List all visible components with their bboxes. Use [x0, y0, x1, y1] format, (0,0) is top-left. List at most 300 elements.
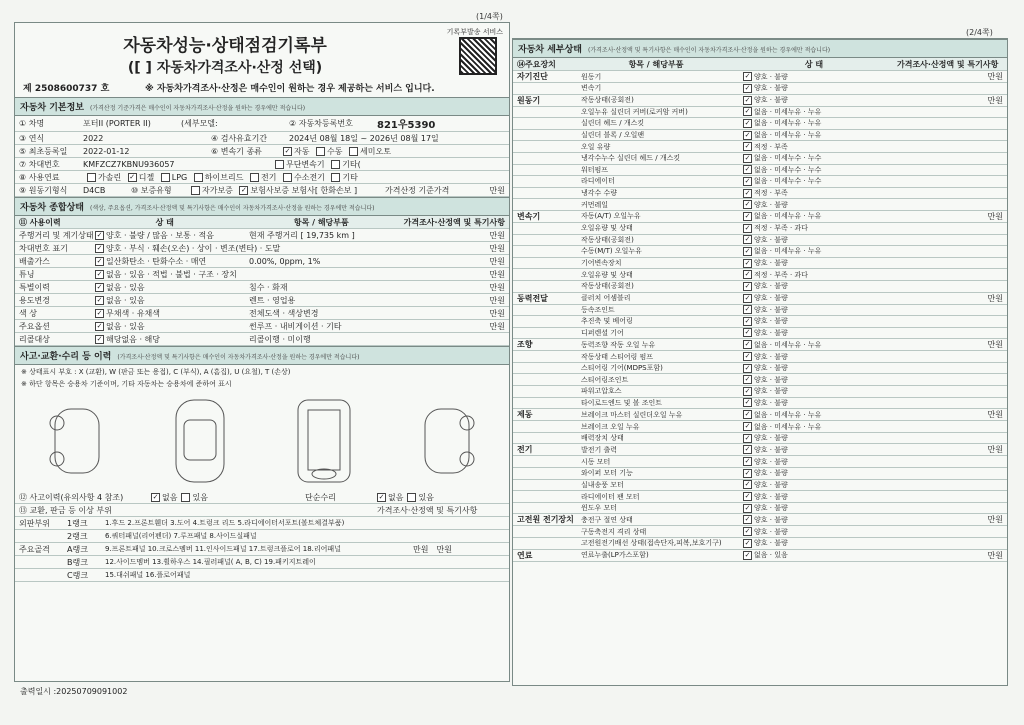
first-reg-row [15, 145, 509, 158]
transmission-cvt-checkbox[interactable] [275, 160, 284, 169]
device-group: 동력전달 [517, 293, 548, 303]
status-text: 없음 · 있음 [754, 551, 788, 560]
detail-status [735, 316, 893, 326]
detail-status [735, 72, 893, 82]
detail-row [513, 409, 1007, 421]
status-checkbox[interactable]: ✓ [744, 200, 751, 209]
rank-label: B랭크 [67, 557, 88, 567]
detail-row [513, 444, 1007, 456]
status-text: 양호 · 부식 · 훼손(오손) · 상이 · 변조(변타) · 도말 [106, 243, 281, 253]
accident-none-checkbox[interactable]: ✓ [152, 492, 159, 501]
status-checkbox[interactable]: ✓ [744, 340, 751, 349]
exchange-value-header: 가격조사·산정액 및 특기사항 [377, 505, 478, 515]
detail-item: 오일유량 및 상태 [581, 270, 633, 279]
status-text: 양호 · 불량 [754, 317, 788, 326]
detail-row [513, 83, 1007, 95]
status-checkbox[interactable]: ✓ [744, 293, 751, 302]
section-note: (가격산정 기준가격은 매수인이 자동차가격조사·산정을 원하는 경우에만 적습니다) [90, 105, 306, 112]
car-frame-icon [284, 396, 364, 486]
first-reg-value: 2022-01-12 [83, 146, 130, 156]
detail-row [513, 538, 1007, 550]
detail-row [513, 293, 1007, 305]
status-checkbox[interactable]: ✓ [744, 72, 751, 80]
detail-row [513, 153, 1007, 165]
summary-item: 렌트 · 영업용 [249, 295, 296, 305]
detail-item: 실린더 블록 / 오일팬 [581, 131, 645, 140]
status-checkbox[interactable]: ✓ [744, 527, 751, 536]
rank-items: 15.대쉬패널 16.플로어패널 [105, 571, 191, 579]
section-note: (색상, 주요옵션, 가격조사·산정액 및 특기사항은 매수인이 자동차가격조사·산정을 원하는 경우에만 적습니다) [90, 205, 375, 212]
status-text: 없음 · 있음 [106, 282, 145, 292]
document-number: 제 2508600737 호 [23, 84, 110, 94]
status-text: 없음 · 미세누유 · 누유 [754, 410, 822, 419]
status-checkbox[interactable]: ✓ [96, 282, 103, 291]
detail-status [735, 200, 893, 210]
qr-code-icon[interactable] [459, 37, 497, 75]
status-checkbox[interactable]: ✓ [744, 246, 751, 255]
page-subtitle: ([ ] 자동차가격조사·산정 선택) [127, 60, 323, 76]
status-checkbox[interactable]: ✓ [744, 538, 751, 547]
c-rank-row [15, 569, 509, 582]
status-checkbox[interactable]: ✓ [744, 223, 751, 232]
option-label: 보험사보증 보험사[ 한화손보 ] [250, 185, 358, 195]
warranty-label: ⑩ 보증유형 [131, 185, 172, 195]
basic-info-section [15, 97, 509, 116]
detail-row [513, 95, 1007, 107]
detail-status [735, 457, 893, 467]
simple-repair-label: 단순수리 [305, 492, 336, 502]
fuel-options [79, 172, 362, 183]
summary-status [87, 308, 245, 319]
status-checkbox[interactable]: ✓ [744, 445, 751, 454]
model-label: ① 차명 [19, 119, 45, 128]
summary-item: 현재 주행거리 [ 19,735 km ] [249, 230, 355, 240]
detail-status [735, 468, 893, 478]
detail-row [513, 235, 1007, 247]
detail-item: 파워고압호스 [581, 387, 622, 396]
status-checkbox[interactable]: ✓ [744, 398, 751, 407]
detail-status [735, 515, 893, 525]
detail-item: 동력조향 작동 오일 누유 [581, 340, 656, 349]
summary-item: 전체도색 · 색상변경 [249, 308, 319, 318]
detail-item: 오일 유량 [581, 142, 611, 151]
status-text: 없음 · 미세누유 · 누유 [754, 119, 822, 128]
section-title: 자동차 기본정보 [20, 103, 84, 113]
device-group: 원동기 [517, 95, 541, 105]
device-value: 만원 [987, 410, 1003, 420]
device-group: 제동 [517, 410, 533, 420]
status-checkbox[interactable]: ✓ [744, 328, 751, 337]
page-number: (2/4쪽) [966, 28, 993, 37]
status-text: 양호 · 불량 [754, 469, 788, 478]
status-text: 양호 · 불량 [754, 294, 788, 302]
rank-label: C랭크 [67, 570, 89, 580]
summary-value: 만원 [489, 295, 505, 305]
status-text: 없음 · 미세누유 · 누유 [754, 131, 822, 140]
car-top-view-icon [160, 396, 240, 486]
detail-item: 변속기 [581, 84, 602, 93]
status-text: 양호 · 불량 [754, 434, 788, 443]
price-value: 만원 [436, 544, 452, 554]
detail-row [513, 165, 1007, 177]
detail-item: 기어변속장치 [581, 259, 622, 268]
option-label: 디젤 [138, 172, 155, 182]
summary-row [15, 281, 509, 294]
status-checkbox[interactable]: ✓ [744, 235, 751, 244]
device-value: 만원 [987, 95, 1003, 105]
status-text: 양호 · 불량 [754, 398, 788, 407]
transmission-label: ⑥ 변속기 종류 [211, 146, 262, 156]
status-checkbox[interactable]: ✓ [744, 95, 751, 104]
status-text: 양호 · 불량 [754, 72, 788, 81]
status-text: 적정 · 부족 [754, 189, 788, 198]
detail-row [513, 456, 1007, 468]
status-checkbox[interactable]: ✓ [744, 258, 751, 267]
status-text: 없음 · 있음 · 적법 · 불법 · 구조 · 장치 [106, 269, 237, 279]
price-std-value: 만원 [489, 185, 505, 195]
status-text: 없음 · 미세누유 · 누유 [754, 107, 822, 116]
detail-row [513, 386, 1007, 398]
summary-label: 주요옵션 [19, 321, 50, 331]
detail-item: 충전구 절연 상태 [581, 515, 633, 524]
detail-row [513, 514, 1007, 526]
detail-status [735, 410, 893, 420]
status-checkbox[interactable]: ✓ [96, 243, 103, 252]
motor-row [15, 184, 509, 197]
year-value: 2022 [83, 133, 104, 143]
option-label: 가솔린 [98, 172, 122, 182]
detail-row [513, 223, 1007, 235]
detail-status [735, 538, 893, 548]
option-label: 있음 [192, 492, 208, 502]
vin-value: KMFZCZ7KBNU936057 [83, 159, 175, 169]
outer-label: 외판부위 [19, 518, 50, 528]
status-text: 양호 · 불량 [754, 457, 788, 466]
detail-item: 스티어링 기어(MDPS포함) [581, 364, 663, 373]
summary-item: 썬루프 · 내비게이션 · 기타 [249, 321, 342, 331]
status-text: 양호 · 불량 [754, 282, 788, 291]
plate-label: ② 자동차등록번호 [289, 119, 353, 128]
inspect-label: ④ 검사유효기간 [211, 133, 268, 143]
detail-row [513, 176, 1007, 188]
summary-status [87, 243, 281, 254]
section-title: 자동차 세부상태 [518, 45, 582, 55]
status-checkbox[interactable]: ✓ [744, 363, 751, 372]
status-checkbox[interactable]: ✓ [744, 165, 751, 174]
section-title: 사고·교환·수리 등 이력 [20, 352, 112, 362]
status-checkbox[interactable]: ✓ [744, 118, 751, 127]
status-text: 양호 · 불량 [754, 539, 788, 548]
detail-item: 클러치 어셈블리 [581, 294, 631, 302]
year-label: ③ 연식 [19, 133, 45, 143]
summary-label: 배출가스 [19, 256, 50, 266]
status-text: 양호 · 불량 [754, 364, 788, 373]
detail-item: 윈도우 모터 [581, 504, 618, 513]
device-value: 만원 [987, 293, 1003, 303]
status-checkbox[interactable]: ✓ [744, 515, 751, 524]
summary-status [87, 256, 245, 267]
header-cell: 가격조사·산정액 및 특기사항 [897, 59, 999, 69]
rank-label: 2랭크 [67, 531, 88, 541]
detail-row [513, 258, 1007, 270]
summary-label: 용도변경 [19, 295, 50, 305]
summary-row [15, 268, 509, 281]
status-checkbox[interactable]: ✓ [96, 308, 103, 317]
status-text: 양호 · 불량 [754, 375, 788, 384]
b-rank-row [15, 556, 509, 569]
status-checkbox[interactable]: ✓ [744, 188, 751, 197]
header-cell: ⑭주요장치 [517, 59, 556, 69]
status-checkbox[interactable]: ✓ [744, 433, 751, 442]
status-text: 양호 · 불량 [754, 84, 788, 93]
status-checkbox[interactable]: ✓ [96, 295, 103, 304]
status-checkbox[interactable]: ✓ [744, 281, 751, 290]
option-label: 없음 [162, 492, 178, 502]
status-checkbox[interactable]: ✓ [96, 256, 103, 265]
option-label: 수동 [327, 146, 343, 156]
year-row [15, 132, 509, 145]
summary-label: 색 상 [19, 308, 37, 318]
detail-item: 추진축 및 베어링 [581, 317, 633, 326]
status-checkbox[interactable]: ✓ [744, 130, 751, 139]
device-group: 연료 [517, 550, 533, 560]
summary-status [87, 295, 245, 306]
accident-yes-checkbox[interactable] [181, 493, 190, 502]
detail-row [513, 328, 1007, 340]
summary-row [15, 320, 509, 333]
option-label: 무단변속기 [286, 159, 325, 169]
status-text: 양호 · 불량 [754, 515, 788, 524]
detail-item: 라디에이터 [581, 177, 615, 186]
fuel-gasoline-checkbox[interactable] [87, 173, 96, 182]
rank-items: 6.쿼터패널(리어펜더) 7.루프패널 8.사이드실패널 [105, 532, 257, 540]
status-checkbox[interactable]: ✓ [96, 334, 103, 343]
option-label: 하이브리드 [204, 172, 244, 182]
summary-row [15, 294, 509, 307]
option-label: 있음 [418, 492, 434, 502]
model-row [15, 116, 509, 132]
detail-item: 구동축전지 격리 상태 [581, 527, 647, 536]
status-text: 양호 · 불량 [754, 480, 788, 489]
section-title: 자동차 종합상태 [20, 203, 84, 213]
detail-status [735, 328, 893, 338]
fuel-hydrogen-checkbox[interactable] [283, 173, 292, 182]
status-text: 양호 · 불량 [754, 235, 788, 244]
detail-status [735, 118, 893, 128]
vin-row [15, 158, 509, 171]
status-checkbox[interactable]: ✓ [744, 375, 751, 384]
accident-label: ⑫ 사고이력(유의사항 4 참조) [19, 492, 124, 502]
status-text: 양호 · 불량 [754, 200, 788, 209]
detail-item: 라디에이터 팬 모터 [581, 492, 640, 501]
warranty-self-checkbox[interactable] [191, 186, 200, 195]
inspect-value: 2024년 08월 18일 ~ 2026년 08월 17일 [289, 133, 439, 143]
a-rank-row [15, 543, 509, 556]
status-checkbox[interactable]: ✓ [744, 211, 751, 220]
legend-2: ※ 하단 항목은 승용차 기준이며, 기타 자동차는 승용차에 준하여 표시 [21, 380, 232, 388]
fuel-label: ⑧ 사용연료 [19, 172, 60, 182]
detail-item: 냉각수누수 실린더 헤드 / 개스킷 [581, 154, 681, 163]
device-group: 고전원 전기장치 [517, 515, 574, 525]
first-reg-label: ⑤ 최초등록일 [19, 146, 68, 156]
detail-row [513, 305, 1007, 317]
detail-status [735, 340, 893, 350]
status-checkbox[interactable]: ✓ [744, 410, 751, 419]
detail-status [735, 386, 893, 396]
summary-item: 침수 · 화재 [249, 282, 288, 292]
status-checkbox[interactable]: ✓ [96, 269, 103, 278]
warranty-options [183, 185, 381, 196]
detail-item: 브레이크 오일 누유 [581, 422, 640, 431]
option-label: 자가보증 [202, 185, 233, 195]
transmission-options-2 [267, 159, 365, 170]
option-label: 기타 [342, 172, 358, 182]
status-checkbox[interactable]: ✓ [744, 492, 751, 501]
status-text: 양호 · 불량 [754, 328, 788, 337]
summary-label: 리콜대상 [19, 334, 50, 344]
summary-section [15, 197, 509, 216]
detail-section [513, 39, 1007, 58]
status-checkbox[interactable]: ✓ [744, 457, 751, 466]
detail-status [735, 211, 893, 221]
status-checkbox[interactable]: ✓ [744, 468, 751, 477]
device-value: 만원 [987, 445, 1003, 455]
summary-row [15, 255, 509, 268]
option-label: 전기 [260, 172, 277, 182]
detail-row [513, 491, 1007, 503]
detail-item: 시동 모터 [581, 457, 611, 466]
plate-value: 821우5390 [377, 120, 436, 131]
detail-status [735, 293, 893, 303]
warranty-insurance-checkbox[interactable]: ✓ [241, 185, 247, 194]
detail-row [513, 269, 1007, 281]
transmission-manual-checkbox[interactable] [316, 147, 325, 156]
status-checkbox[interactable]: ✓ [744, 176, 751, 185]
status-text: 없음 · 미세누유 · 누유 [754, 212, 822, 221]
accident-section [15, 346, 509, 365]
detail-status [735, 433, 893, 443]
status-checkbox[interactable]: ✓ [744, 142, 751, 151]
detail-item: 오일유량 및 상태 [581, 224, 633, 233]
rank-items: 9.프론트패널 10.크로스멤버 11.인사이드패널 17.트렁크플로어 18.리어패널 [105, 545, 341, 553]
status-checkbox[interactable]: ✓ [744, 352, 751, 361]
status-checkbox[interactable]: ✓ [744, 386, 751, 395]
price-std-label: 가격산정 기준가격 [385, 185, 450, 195]
option-label: 자동 [294, 146, 310, 156]
detail-row [513, 503, 1007, 515]
status-text: 양호 · 불량 [754, 445, 788, 454]
detail-row [513, 199, 1007, 211]
detail-status [735, 258, 893, 268]
status-checkbox[interactable]: ✓ [744, 503, 751, 512]
status-checkbox[interactable]: ✓ [744, 550, 751, 559]
transmission-auto-checkbox[interactable]: ✓ [284, 146, 291, 155]
print-date: 출력일시 :20250709091002 [20, 687, 128, 696]
option-label: 세미오토 [360, 146, 391, 156]
detail-row [513, 363, 1007, 375]
status-checkbox[interactable]: ✓ [744, 305, 751, 314]
status-checkbox[interactable]: ✓ [744, 270, 751, 279]
detail-status [735, 95, 893, 105]
option-label: 수소전기 [293, 172, 325, 182]
status-text: 양호 · 불량 [754, 504, 788, 513]
detail-item: 냉각수 수량 [581, 189, 618, 198]
detail-status [735, 550, 893, 560]
detail-status [735, 246, 893, 256]
detail-status [735, 422, 893, 432]
summary-value: 만원 [489, 269, 505, 279]
qr-caption: 기록부발송 서비스 [446, 28, 503, 36]
price-value: 만원 [413, 544, 429, 554]
status-checkbox[interactable]: ✓ [744, 316, 751, 325]
detail-item: 와이퍼 모터 기능 [581, 469, 633, 478]
detail-status [735, 130, 893, 140]
detail-item: 발전기 출력 [581, 445, 618, 454]
detail-item: 커먼레일 [581, 200, 609, 209]
status-checkbox[interactable]: ✓ [744, 107, 751, 116]
detail-row [513, 351, 1007, 363]
summary-value: 만원 [489, 308, 505, 318]
summary-item: 0.00%, 0ppm, 1% [249, 256, 321, 266]
fuel-lpg-checkbox[interactable] [161, 173, 170, 182]
detail-status [735, 153, 893, 163]
detail-item: 실린더 헤드 / 개스킷 [581, 119, 645, 128]
fuel-other-checkbox[interactable] [331, 173, 340, 182]
page1-header [15, 23, 509, 97]
status-text: 적정 · 부족 [754, 142, 788, 151]
device-value: 만원 [987, 340, 1003, 350]
status-checkbox[interactable]: ✓ [744, 422, 751, 431]
status-checkbox[interactable]: ✓ [744, 83, 751, 92]
detail-item: 등속조인트 [581, 305, 615, 314]
status-checkbox[interactable]: ✓ [744, 480, 751, 489]
summary-row [15, 229, 509, 242]
fuel-hybrid-checkbox[interactable] [194, 173, 203, 182]
status-text: 양호 · 불량 [754, 527, 788, 536]
detail-status [735, 445, 893, 455]
header-cell: ⑪ 사용이력 [19, 217, 61, 227]
detail-status [735, 223, 893, 233]
sub-model-label: (세부모델: [181, 119, 218, 128]
detail-status [735, 492, 893, 502]
status-text: 없음 · 미세누유 · 누유 [754, 422, 822, 431]
status-checkbox[interactable]: ✓ [96, 321, 103, 330]
status-checkbox[interactable]: ✓ [744, 153, 751, 162]
fuel-electric-checkbox[interactable] [250, 173, 259, 182]
summary-rows [15, 229, 509, 346]
status-text: 없음 · 있음 [106, 321, 145, 331]
repair-yes-checkbox[interactable] [407, 493, 416, 502]
summary-value: 만원 [489, 282, 505, 292]
transmission-other-checkbox[interactable] [331, 160, 340, 169]
car-right-side-icon [407, 401, 487, 481]
status-text: 일산화탄소 · 탄화수소 · 매연 [106, 256, 207, 266]
repair-none-checkbox[interactable]: ✓ [378, 492, 385, 501]
status-checkbox[interactable]: ✓ [96, 230, 103, 239]
header-cell: 상 태 [155, 217, 174, 227]
detail-row [513, 118, 1007, 130]
exchange-row [15, 504, 509, 517]
device-value: 만원 [987, 72, 1003, 81]
detail-item: 오일누유 실린더 커버(로커암 커버) [581, 107, 688, 116]
detail-row [513, 281, 1007, 293]
fuel-diesel-checkbox[interactable]: ✓ [129, 172, 136, 181]
detail-status [735, 480, 893, 490]
status-text: 없음 · 미세누수 · 누수 [754, 165, 822, 174]
detail-row [513, 141, 1007, 153]
detail-item: 연료누출(LP가스포함) [581, 551, 649, 560]
transmission-semi-checkbox[interactable] [349, 147, 358, 156]
